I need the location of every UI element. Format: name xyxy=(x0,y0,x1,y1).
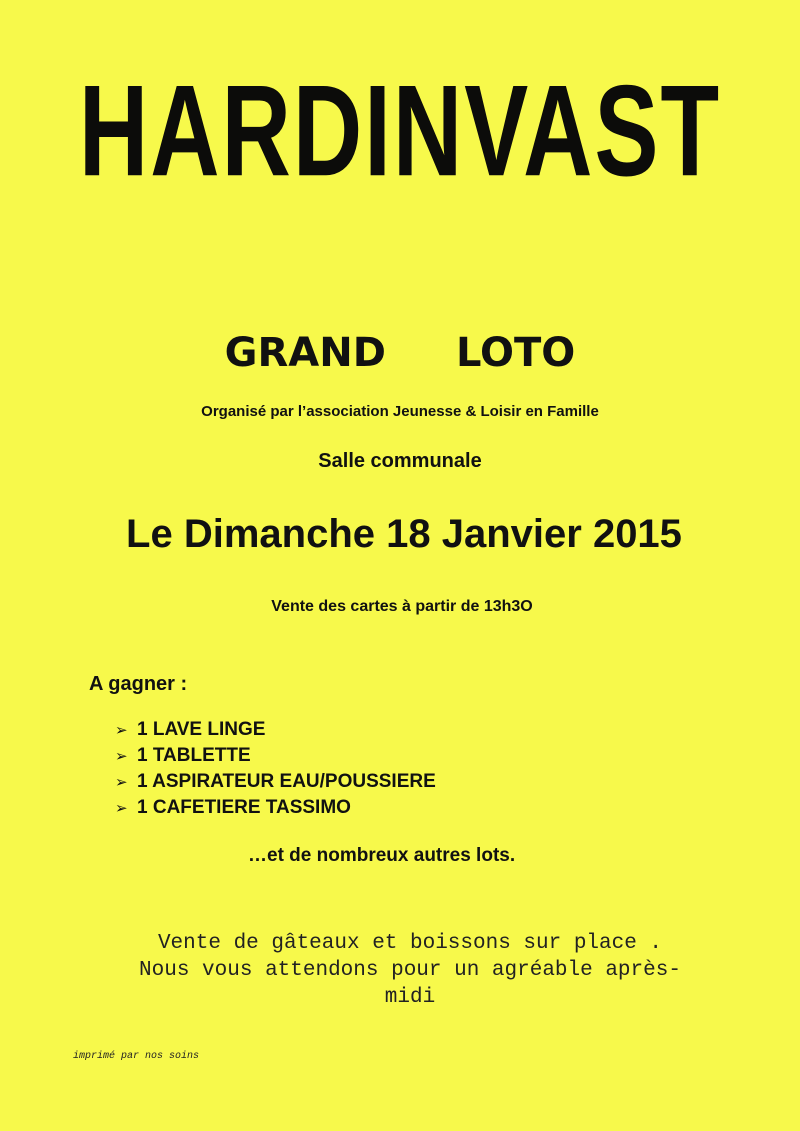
event-date: Le Dimanche 18 Janvier 2015 xyxy=(126,512,682,556)
closing-message xyxy=(60,930,760,1011)
prizes-heading: A gagner : xyxy=(89,673,188,695)
town-name xyxy=(0,59,800,204)
printer-note: imprimé par nos soins xyxy=(73,1051,200,1062)
card-sale-time: Vente des cartes à partir de 13h3O xyxy=(271,598,533,615)
prize-item-label: 1 CAFETIERE TASSIMO xyxy=(137,797,351,818)
prize-list xyxy=(115,717,436,821)
prize-item xyxy=(115,769,436,795)
prize-item-label: 1 TABLETTE xyxy=(137,745,251,766)
prize-item xyxy=(115,717,436,743)
prize-item xyxy=(115,795,436,821)
event-title-word-1: GRAND xyxy=(224,330,386,376)
closing-line: Vente de gâteaux et boissons sur place . xyxy=(157,932,663,955)
arrow-right-icon: ➢ xyxy=(115,722,128,739)
town-name-text: HARDINVAST xyxy=(78,59,722,204)
organizer-line: Organisé par l’association Jeunesse & Loisir en Famille xyxy=(201,403,599,420)
prize-item xyxy=(115,743,436,769)
event-title-word-2: LOTO xyxy=(455,330,576,376)
arrow-right-icon: ➢ xyxy=(115,800,128,817)
more-prizes-note: …et de nombreux autres lots. xyxy=(248,845,516,866)
prize-item-label: 1 ASPIRATEUR EAU/POUSSIERE xyxy=(137,771,436,792)
prize-item-label: 1 LAVE LINGE xyxy=(137,719,266,740)
venue-line: Salle communale xyxy=(318,450,482,472)
arrow-right-icon: ➢ xyxy=(115,748,128,765)
closing-line: midi xyxy=(384,986,436,1009)
event-title xyxy=(0,330,800,376)
closing-line: Nous vous attendons pour un agréable après- xyxy=(139,959,681,982)
arrow-right-icon: ➢ xyxy=(115,774,128,791)
